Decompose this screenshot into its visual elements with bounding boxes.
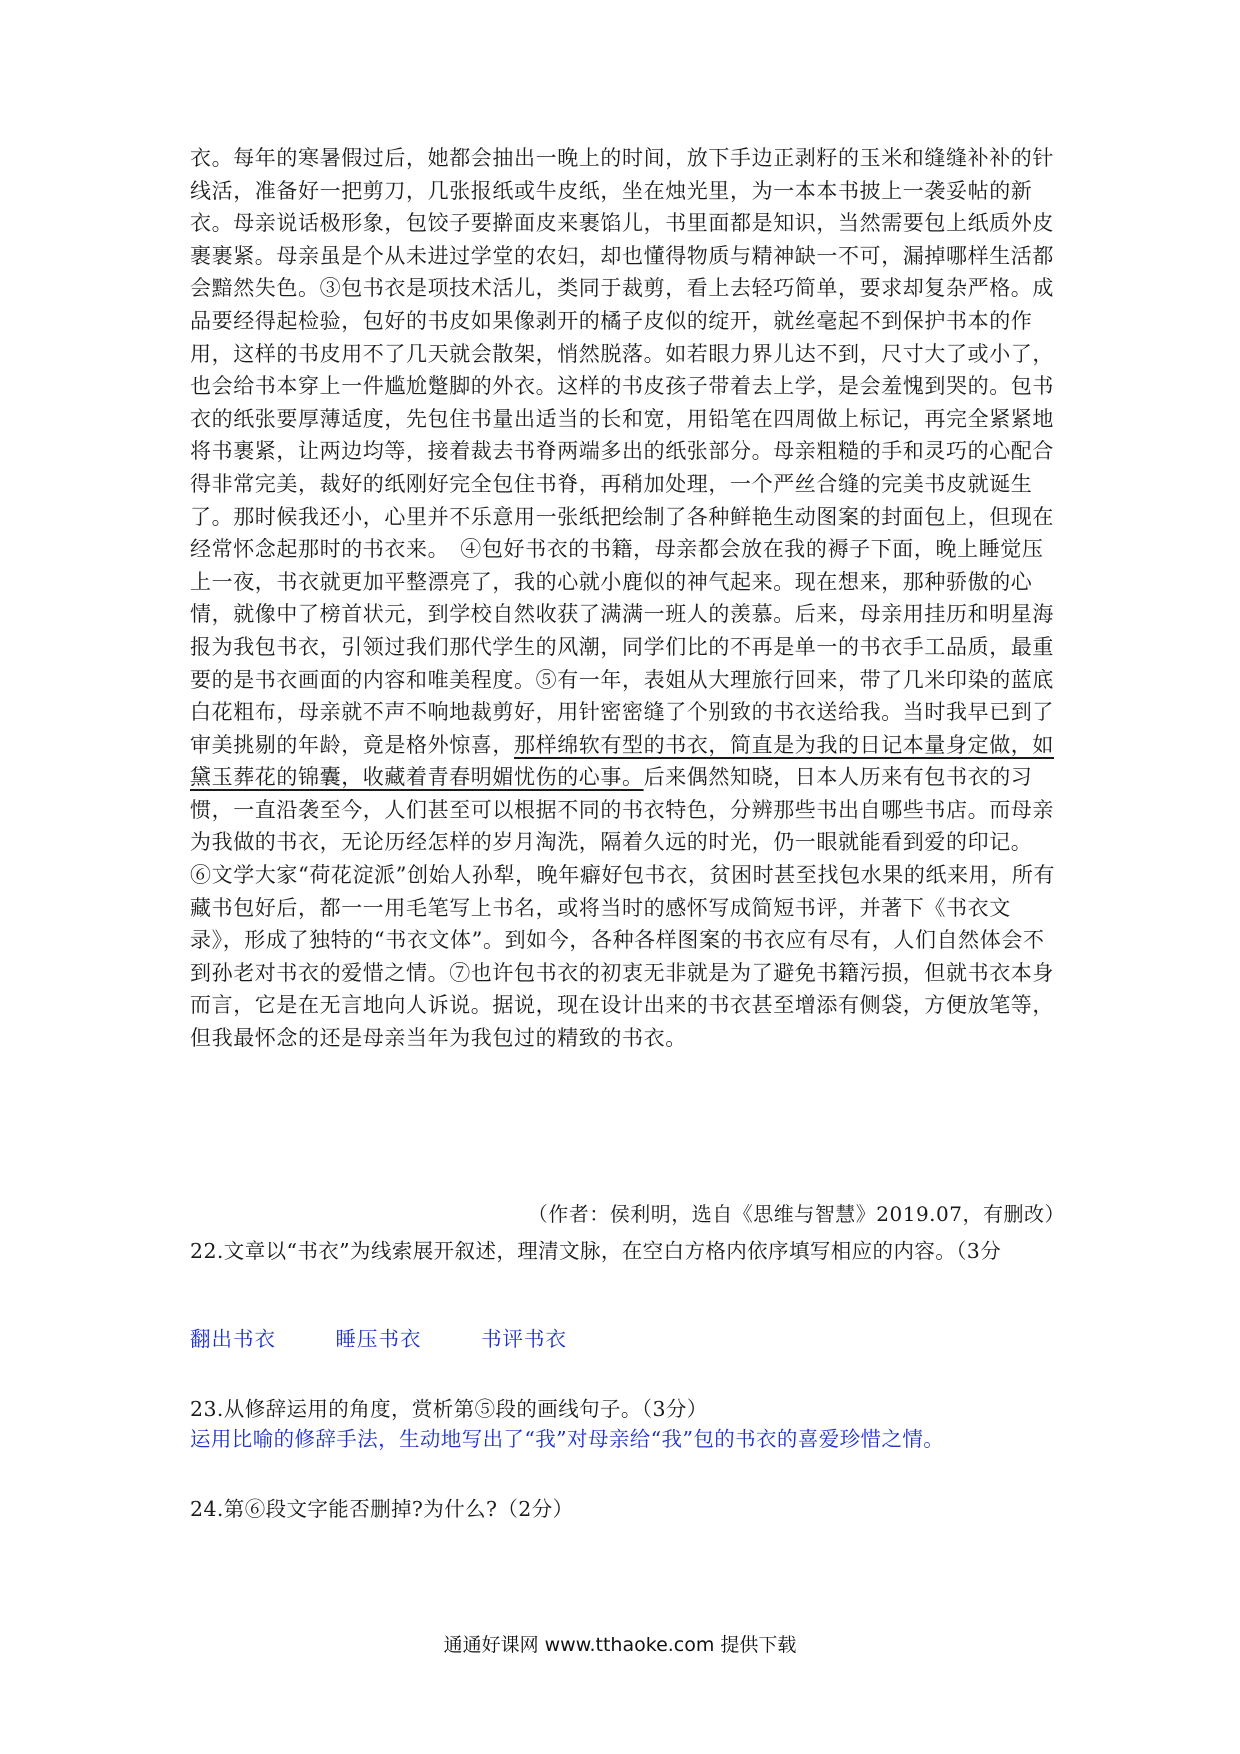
question-23: 23.从修辞运用的角度，赏析第⑤段的画线句子。（3分）	[190, 1397, 708, 1421]
article-passage	[190, 142, 1060, 1055]
passage-text-part-2: 后来偶然知晓，日本人历来有包书衣的习惯，一直沿袭至今，人们甚至可以根据不同的书衣特色，分辨那些书出自哪些书店。而母亲为我做的书衣，无论历经怎样的岁月淘洗，隔着久远的时光，仍一眼就能看到爱的印记。 ⑥文学大家“荷花淀派”创始人孙犁，晚年癖好包书衣，贫困时甚至找包水果的纸来用，所有藏书包好后，都一一用毛笔写上书名，或将当时的感怀写成简短书评，并著下《书衣文录》，形成了独特的“书衣文体”。到如今，各种各样图案的书衣应有尽有，人们自然体会不到孙老对书衣的爱惜之情。⑦也许包书衣的初衷无非就是为了避免书籍污损，但就书衣本身而言，它是在无言地向人诉说。据说，现在设计出来的书衣甚至增添有侧袋，方便放笔等，但我最怀念的还是母亲当年为我包过的精致的书衣。	[190, 765, 1056, 1051]
answer-23: 运用比喻的修辞手法，生动地写出了“我”对母亲给“我”包的书衣的喜爱珍惜之情。	[190, 1427, 945, 1451]
passage-text-part-1: 衣。每年的寒暑假过后，她都会抽出一晚上的时间，放下手边正剥籽的玉米和缝缝补补的针线活，准备好一把剪刀，几张报纸或牛皮纸，坐在烛光里，为一本本书披上一袭妥帖的新衣。母亲说话极形象，包饺子要擀面皮来裹馅儿，书里面都是知识，当然需要包上纸质外皮裹裹紧。母亲虽是个从未进过学堂的农妇，却也懂得物质与精神缺一不可，漏掉哪样生活都会黯然失色。③包书衣是项技术活儿，类同于裁剪，看上去轻巧简单，要求却复杂严格。成品要经得起检验，包好的书皮如果像剥开的橘子皮似的绽开，就丝毫起不到保护书本的作用，这样的书皮用不了几天就会散架，悄然脱落。如若眼力界儿达不到，尺寸大了或小了，也会给书本穿上一件尴尬蹩脚的外衣。这样的书皮孩子带着去上学，是会羞愧到哭的。包书衣的纸张要厚薄适度，先包住书量出适当的长和宽，用铅笔在四周做上标记，再完全紧紧地将书裹紧，让两边均等，接着裁去书脊两端多出的纸张部分。母亲粗糙的手和灵巧的心配合得非常完美，裁好的纸刚好完全包住书脊，再稍加处理，一个严丝合缝的完美书皮就诞生了。那时候我还小，心里并不乐意用一张纸把绘制了各种鲜艳生动图案的封面包上，但现在经常怀念起那时的书衣来。 ④包好书衣的书籍，母亲都会放在我的褥子下面，晚上睡觉压上一夜，书衣就更加平整漂亮了，我的心就小鹿似的神气起来。现在想来，那种骄傲的心情，就像中了榜首状元，到学校自然收获了满满一班人的羡慕。后来，母亲用挂历和明星海报为我包书衣，引领过我们那代学生的风潮，同学们比的不再是单一的书衣手工品质，最重要的是书衣画面的内容和唯美程度。⑤有一年，表姐从大理旅行回来，带了几米印染的蓝底白花粗布，母亲就不声不响地裁剪好，用针密密缝了个别致的书衣送给我。当时我早已到了审美挑剔的年龄，竟是格外惊喜，	[190, 146, 1054, 757]
article-source: （作者：侯利明，选自《思维与智慧》2019.07，有删改）	[527, 1202, 1065, 1226]
question-22-answers	[190, 1322, 567, 1352]
page-footer: 通通好课网 www.tthaoke.com 提供下载	[443, 1634, 797, 1656]
question-24: 24.第⑥段文字能否删掉?为什么?（2分）	[190, 1497, 574, 1521]
underlined-sentence: 那样绵软有型的书衣，简直是为我的日记本量身定做，如黛玉葬花的锦囊，收藏着青春明媚忧伤的心事。	[190, 732, 1054, 790]
answer-22-item: 书评书衣	[481, 1327, 568, 1351]
answer-22-item: 翻出书衣	[190, 1327, 276, 1351]
answer-22-item: 睡压书衣	[335, 1327, 422, 1351]
question-22: 22.文章以“书衣”为线索展开叙述，理清文脉，在空白方格内依序填写相应的内容。（3分	[190, 1239, 1002, 1263]
